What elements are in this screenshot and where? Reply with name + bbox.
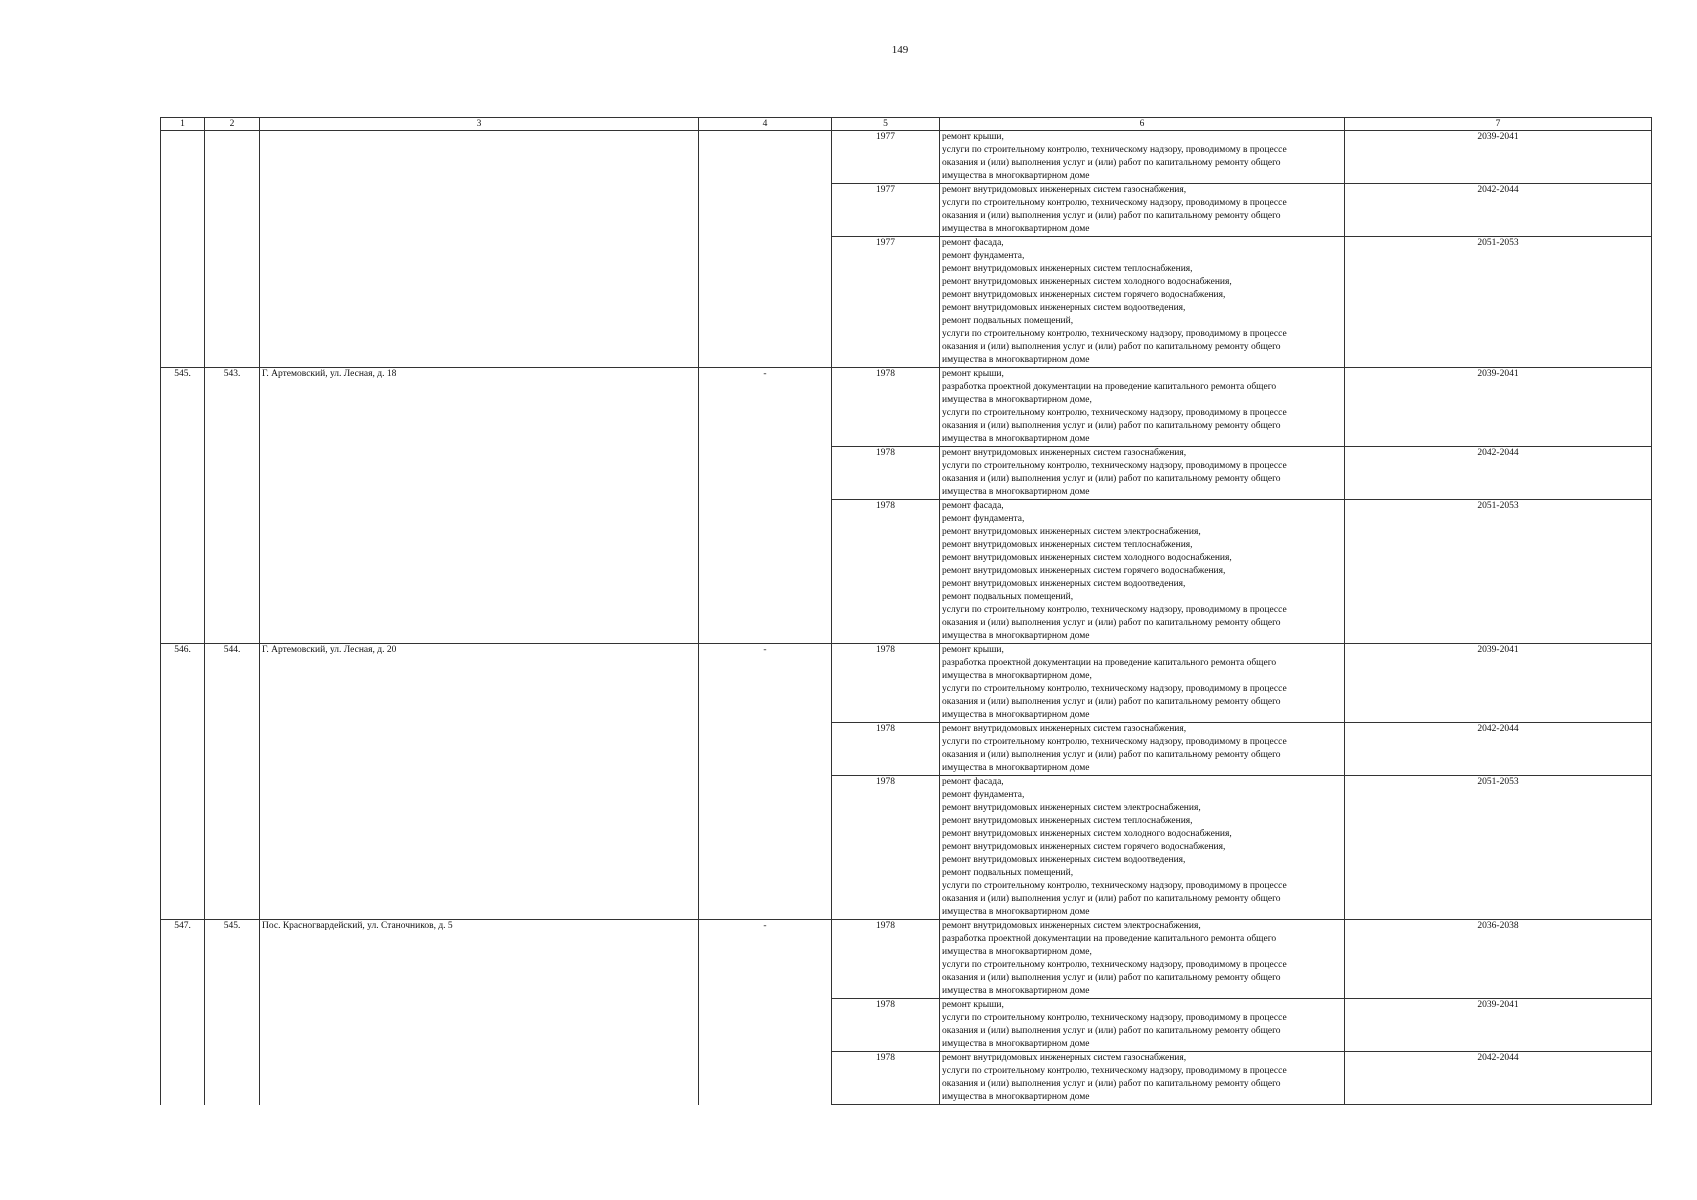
work-item: ремонт фасада, (942, 777, 1004, 787)
planned-period-cell: 2051-2053 (1345, 237, 1652, 368)
works-list-cell (940, 1052, 1345, 1105)
construction-year-cell: 1978 (832, 1052, 940, 1105)
planned-period-cell: 2051-2053 (1345, 500, 1652, 644)
work-item: ремонт внутридомовых инженерных систем горячего водоснабжения, (942, 566, 1226, 576)
page-number: 149 (891, 44, 909, 56)
work-item: имущества в многоквартирном доме (942, 710, 1090, 720)
address-cell (260, 131, 699, 368)
construction-year-cell: 1978 (832, 723, 940, 776)
table-row (161, 920, 1652, 999)
work-item: оказания и (или) выполнения услуг и (или) работ по капитальному ремонту общего (942, 973, 1281, 983)
work-item: имущества в многоквартирном доме, (942, 947, 1092, 957)
work-item: ремонт внутридомовых инженерных систем теплоснабжения, (942, 816, 1193, 826)
construction-year-cell: 1978 (832, 999, 940, 1052)
work-item: услуги по строительному контролю, техническому надзору, проводимому в процессе (942, 198, 1287, 208)
work-item: оказания и (или) выполнения услуг и (или) работ по капитальному ремонту общего (942, 750, 1281, 760)
work-item: ремонт подвальных помещений, (942, 592, 1074, 602)
work-item: услуги по строительному контролю, техническому надзору, проводимому в процессе (942, 605, 1287, 615)
works-list-cell (940, 368, 1345, 447)
work-item: ремонт внутридомовых инженерных систем горячего водоснабжения, (942, 842, 1226, 852)
table-row (161, 368, 1652, 447)
column-header-5: 5 (832, 118, 940, 131)
work-item: ремонт внутридомовых инженерных систем горячего водоснабжения, (942, 290, 1226, 300)
construction-year-cell: 1978 (832, 368, 940, 447)
work-item: ремонт внутридомовых инженерных систем газоснабжения, (942, 724, 1187, 734)
work-item: ремонт внутридомовых инженерных систем водоотведения, (942, 855, 1186, 865)
planned-period-cell: 2036-2038 (1345, 920, 1652, 999)
planned-period-cell: 2042-2044 (1345, 447, 1652, 500)
works-list-cell (940, 184, 1345, 237)
work-item: услуги по строительному контролю, техническому надзору, проводимому в процессе (942, 737, 1287, 747)
work-item: ремонт фасада, (942, 501, 1004, 511)
construction-year-cell: 1978 (832, 500, 940, 644)
column-header-2: 2 (205, 118, 260, 131)
planned-period-cell: 2042-2044 (1345, 1052, 1652, 1105)
planned-period-cell: 2039-2041 (1345, 131, 1652, 184)
construction-year-cell: 1978 (832, 920, 940, 999)
work-item: услуги по строительному контролю, техническому надзору, проводимому в процессе (942, 408, 1287, 418)
work-item: ремонт фасада, (942, 238, 1004, 248)
registry-body (161, 131, 1652, 1105)
work-item: услуги по строительному контролю, техническому надзору, проводимому в процессе (942, 960, 1287, 970)
work-item: ремонт внутридомовых инженерных систем холодного водоснабжения, (942, 277, 1232, 287)
work-item: оказания и (или) выполнения услуг и (или) работ по капитальному ремонту общего (942, 618, 1281, 628)
work-item: услуги по строительному контролю, техническому надзору, проводимому в процессе (942, 461, 1287, 471)
table-row (161, 131, 1652, 184)
address-cell: Пос. Красногвардейский, ул. Станочников, д. 5 (260, 920, 699, 1105)
work-item: имущества в многоквартирном доме, (942, 671, 1092, 681)
work-item: разработка проектной документации на проведение капитального ремонта общего (942, 934, 1277, 944)
work-item: ремонт внутридомовых инженерных систем водоотведения, (942, 303, 1186, 313)
column-header-1: 1 (161, 118, 205, 131)
planned-period-cell: 2039-2041 (1345, 999, 1652, 1052)
work-item: ремонт внутридомовых инженерных систем электроснабжения, (942, 921, 1201, 931)
row-number-cell (161, 131, 205, 368)
planned-period-cell: 2042-2044 (1345, 184, 1652, 237)
work-item: ремонт фундамента, (942, 790, 1025, 800)
works-list-cell (940, 131, 1345, 184)
work-item: услуги по строительному контролю, техническому надзору, проводимому в процессе (942, 1013, 1287, 1023)
construction-year-cell: 1977 (832, 131, 940, 184)
work-item: имущества в многоквартирном доме (942, 355, 1090, 365)
planned-period-cell: 2039-2041 (1345, 368, 1652, 447)
column-4-cell: - (699, 368, 832, 644)
capital-repair-registry-table (160, 117, 1652, 1105)
construction-year-cell: 1978 (832, 447, 940, 500)
work-item: имущества в многоквартирном доме (942, 763, 1090, 773)
work-item: ремонт внутридомовых инженерных систем водоотведения, (942, 579, 1186, 589)
work-item: имущества в многоквартирном доме (942, 224, 1090, 234)
work-item: имущества в многоквартирном доме (942, 487, 1090, 497)
work-item: оказания и (или) выполнения услуг и (или) работ по капитальному ремонту общего (942, 697, 1281, 707)
work-item: имущества в многоквартирном доме (942, 171, 1090, 181)
work-item: ремонт внутридомовых инженерных систем электроснабжения, (942, 527, 1201, 537)
row-number-cell: 546. (161, 644, 205, 920)
column-header-4: 4 (699, 118, 832, 131)
registry-index-cell (205, 131, 260, 368)
work-item: разработка проектной документации на проведение капитального ремонта общего (942, 382, 1277, 392)
registry-index-cell: 543. (205, 368, 260, 644)
work-item: имущества в многоквартирном доме (942, 1039, 1090, 1049)
work-item: услуги по строительному контролю, техническому надзору, проводимому в процессе (942, 684, 1287, 694)
work-item: услуги по строительному контролю, техническому надзору, проводимому в процессе (942, 1066, 1287, 1076)
works-list-cell (940, 999, 1345, 1052)
address-cell: Г. Артемовский, ул. Лесная, д. 20 (260, 644, 699, 920)
work-item: услуги по строительному контролю, техническому надзору, проводимому в процессе (942, 145, 1287, 155)
work-item: оказания и (или) выполнения услуг и (или) работ по капитальному ремонту общего (942, 211, 1281, 221)
column-header-6: 6 (940, 118, 1345, 131)
planned-period-cell: 2051-2053 (1345, 776, 1652, 920)
works-list-cell (940, 500, 1345, 644)
construction-year-cell: 1977 (832, 184, 940, 237)
work-item: ремонт крыши, (942, 645, 1004, 655)
work-item: имущества в многоквартирном доме (942, 631, 1090, 641)
column-4-cell: - (699, 644, 832, 920)
work-item: оказания и (или) выполнения услуг и (или) работ по капитальному ремонту общего (942, 894, 1281, 904)
work-item: ремонт внутридомовых инженерных систем газоснабжения, (942, 185, 1187, 195)
work-item: ремонт подвальных помещений, (942, 868, 1074, 878)
work-item: оказания и (или) выполнения услуг и (или) работ по капитальному ремонту общего (942, 1079, 1281, 1089)
column-header-7: 7 (1345, 118, 1652, 131)
works-list-cell (940, 776, 1345, 920)
work-item: ремонт крыши, (942, 132, 1004, 142)
work-item: ремонт внутридомовых инженерных систем газоснабжения, (942, 1053, 1187, 1063)
work-item: ремонт внутридомовых инженерных систем газоснабжения, (942, 448, 1187, 458)
work-item: ремонт крыши, (942, 369, 1004, 379)
work-item: имущества в многоквартирном доме (942, 434, 1090, 444)
work-item: ремонт внутридомовых инженерных систем электроснабжения, (942, 803, 1201, 813)
table-row (161, 644, 1652, 723)
work-item: услуги по строительному контролю, техническому надзору, проводимому в процессе (942, 329, 1287, 339)
works-list-cell (940, 237, 1345, 368)
work-item: ремонт крыши, (942, 1000, 1004, 1010)
work-item: ремонт фундамента, (942, 514, 1025, 524)
works-list-cell (940, 447, 1345, 500)
row-number-cell: 545. (161, 368, 205, 644)
planned-period-cell: 2039-2041 (1345, 644, 1652, 723)
work-item: ремонт внутридомовых инженерных систем теплоснабжения, (942, 540, 1193, 550)
work-item: оказания и (или) выполнения услуг и (или) работ по капитальному ремонту общего (942, 474, 1281, 484)
construction-year-cell: 1977 (832, 237, 940, 368)
work-item: ремонт фундамента, (942, 251, 1025, 261)
work-item: имущества в многоквартирном доме, (942, 395, 1092, 405)
work-item: оказания и (или) выполнения услуг и (или) работ по капитальному ремонту общего (942, 421, 1281, 431)
column-4-cell (699, 131, 832, 368)
work-item: услуги по строительному контролю, техническому надзору, проводимому в процессе (942, 881, 1287, 891)
work-item: имущества в многоквартирном доме (942, 986, 1090, 996)
works-list-cell (940, 920, 1345, 999)
row-number-cell: 547. (161, 920, 205, 1105)
planned-period-cell: 2042-2044 (1345, 723, 1652, 776)
address-cell: Г. Артемовский, ул. Лесная, д. 18 (260, 368, 699, 644)
column-header-3: 3 (260, 118, 699, 131)
work-item: оказания и (или) выполнения услуг и (или) работ по капитальному ремонту общего (942, 342, 1281, 352)
work-item: ремонт внутридомовых инженерных систем холодного водоснабжения, (942, 829, 1232, 839)
works-list-cell (940, 723, 1345, 776)
work-item: имущества в многоквартирном доме (942, 907, 1090, 917)
work-item: оказания и (или) выполнения услуг и (или) работ по капитальному ремонту общего (942, 1026, 1281, 1036)
work-item: имущества в многоквартирном доме (942, 1092, 1090, 1102)
column-number-header-row (161, 118, 1652, 131)
work-item: оказания и (или) выполнения услуг и (или) работ по капитальному ремонту общего (942, 158, 1281, 168)
construction-year-cell: 1978 (832, 776, 940, 920)
registry-index-cell: 544. (205, 644, 260, 920)
works-list-cell (940, 644, 1345, 723)
work-item: разработка проектной документации на проведение капитального ремонта общего (942, 658, 1277, 668)
construction-year-cell: 1978 (832, 644, 940, 723)
work-item: ремонт внутридомовых инженерных систем холодного водоснабжения, (942, 553, 1232, 563)
column-4-cell: - (699, 920, 832, 1105)
registry-index-cell: 545. (205, 920, 260, 1105)
work-item: ремонт подвальных помещений, (942, 316, 1074, 326)
work-item: ремонт внутридомовых инженерных систем теплоснабжения, (942, 264, 1193, 274)
